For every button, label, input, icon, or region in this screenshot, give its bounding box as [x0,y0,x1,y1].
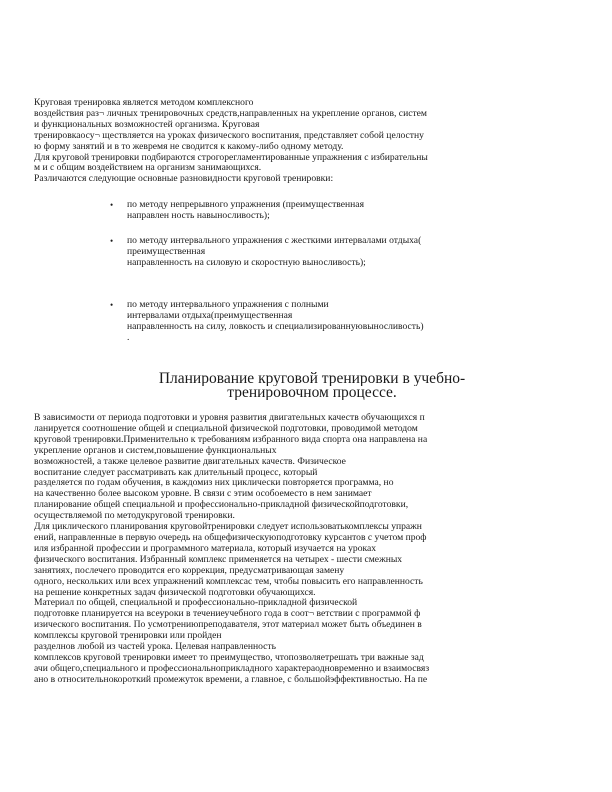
body-line: занятиях, послечего проводится его коррекция, предусматривающая замену [34,565,345,576]
list-item-line: направлен ность навыносливость); [127,210,270,221]
body-line: Для циклического планирования круговойтренировки следует использоватькомплексы упражн [34,522,422,533]
body-line: подготовке планируется на всеуроки в течениеучебного года в соот¬ ветствии с программой ф [34,609,421,620]
heading-line: тренировочном процессе. [227,386,397,400]
intro-line: Различаются следующие основные разновидности круговой тренировки: [34,174,334,185]
list-item-line: направленность на силу, ловкость и специализированнуювыносливость) [127,321,424,332]
body-line: на качественно более высоком уровне. В связи с этим особоеместо в нем занимает [34,489,372,500]
list-item-line: . [127,332,130,343]
body-line: иля избранной профессии и программного материала, который изучается на уроках [34,543,377,554]
body-line: ано в относительнокороткий промежуток времени, а главное, с большойэффективностью. На пе [34,674,428,685]
intro-line: тренировкаосу¬ ществляется на уроках физического воспитания, представляет собой целостну [34,130,424,141]
body-line: комплексы круговой тренировки или пройден [34,631,222,642]
body-line: ланируется соотношение общей и специальной физической подготовки, проводимой методом [34,423,418,434]
list-item-line: направленность на силовую и скоростную выносливость); [127,257,366,268]
body-line: ений, направленные в первую очередь на общефизическуюподготовку курсантов с учетом проф [34,532,427,543]
list-item-line: по методу интервального упражнения с жесткими интервалами отдыха( [127,236,422,246]
body-line: комплексов круговой тренировки имеет то преимущество, чтопозволяетрешать три важные зад [34,652,424,663]
intro-line: воздействия раз¬ личных тренировочных средств,направленных на укрепление органов, систем [34,108,427,119]
list-item-line: по методу интервального упражнения с полными [127,300,329,310]
body-line: укрепление органов и систем,повышение функциональных [34,445,277,456]
heading-line: Планирование круговой тренировки в учебно- [158,372,466,386]
body-line: возможностей, а также целевое развитие двигательных качеств. Физическое [34,456,346,467]
bullet-icon: • [110,300,114,310]
body-line: физического воспитания. Избранный комплекс применяется на четырех - шести смежных [34,554,403,565]
body-line: на решение конкретных задач физической подготовки обучающихся. [34,587,316,598]
body-line: разделяется по годам обучения, в каждомиз них циклически повторяется программа, но [34,478,394,489]
intro-paragraph [34,98,590,185]
intro-line: Круговая тренировка является методом комплексного [34,98,254,108]
bullet-icon: • [110,236,114,246]
body-line: изического воспитания. По усмотрениюпреподавателя, этот материал может быть объединен в [34,620,422,631]
section-heading [34,372,590,400]
list-item-line: интервалами отдыха(преимущественная [127,310,293,321]
bullet-icon: • [110,200,114,210]
body-line: планирование общей специальной и профессионально-прикладной физическойподготовки, [34,500,409,511]
list-item-line: по методу непрерывного упражнения (преимущественная [127,200,364,210]
body-line: Материал по общей, специальной и профессионально-прикладной физической [34,598,358,609]
body-line: разделнов любой из частей урока. Целевая направленность [34,642,276,653]
body-line: В зависимости от периода подготовки и уровня развития двигательных качеств обучающихся п [34,413,425,423]
list-item-line: преимущественная [127,246,206,257]
body-line: воспитание следует рассматривать как длительный процесс, который [34,467,318,478]
intro-line: и функциональных возможностей организма. Круговая [34,119,260,130]
intro-line: м и с общим воздействием на организм занимающихся. [34,163,262,174]
body-line: круговой тренировки.Применительно к требованиям избранного вида спорта она направлена на [34,434,428,445]
body-line: осуществляемой по методукруговой тренировки. [34,511,235,522]
body-line: ачи общего,специального и профессиональноприкладного характераодновременно и взаимосвяз [34,663,430,674]
intro-line: Для круговой тренировки подбираются строгорегламентированные упражнения с избирательны [34,152,428,163]
intro-line: ю форму занятий и в то жевремя не сводится к какому-либо одному методу. [34,141,344,152]
body-paragraph [34,413,590,686]
body-line: одного, нескольких или всех упражнений комплексас тем, чтобы повысить его направленность [34,576,423,587]
